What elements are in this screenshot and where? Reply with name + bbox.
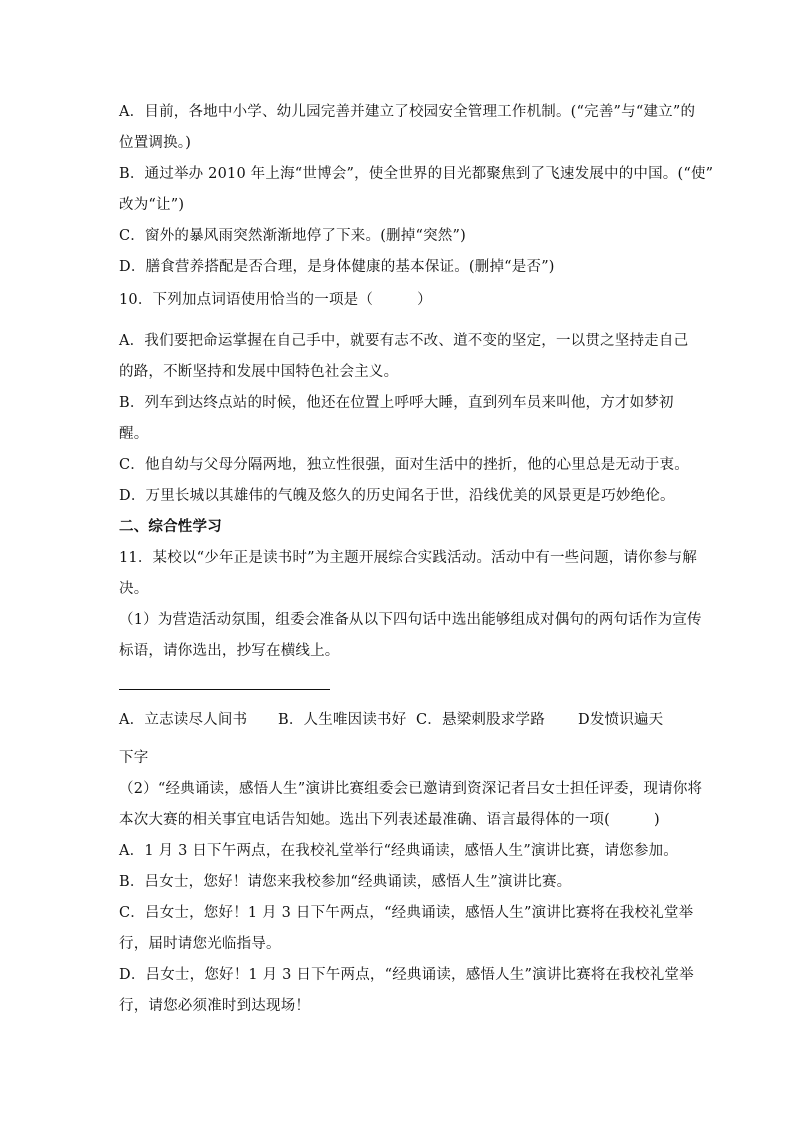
q10-option-b-line1: B．列车到达终点站的时候，他还在位置上呼呼大睡，直到列车员来叫他，方才如梦初 [119, 395, 674, 411]
q10-stem: 10．下列加点词语使用恰当的一项是（ ） [119, 292, 432, 308]
q9-option-d: D．膳食营养搭配是否合理，是身体健康的基本保证。(删掉“是否”) [119, 259, 555, 275]
q11-part1-line2: 标语，请你选出，抄写在横线上。 [119, 643, 340, 659]
q11-part2-option-c-line2: 行，届时请您光临指导。 [119, 936, 281, 952]
q11-part2-option-a: A．1 月 3 日下午两点，在我校礼堂举行“经典诵读，感悟人生”演讲比赛，请您参加。 [119, 843, 678, 859]
q11-part2-option-b: B．吕女士，您好！请您来我校参加“经典诵读，感悟人生”演讲比赛。 [119, 874, 572, 890]
q10-option-c: C．他自幼与父母分隔两地，独立性很强，面对生活中的挫折，他的心里总是无动于衷。 [119, 457, 689, 473]
q11-part2-line1: （2）“经典诵读，感悟人生”演讲比赛组委会已邀请到资深记者吕女士担任评委，现请你将 [119, 781, 703, 797]
q11-part2-option-c-line1: C．吕女士，您好！1 月 3 日下午两点，“经典诵读，感悟人生”演讲比赛将在我校礼堂举 [119, 905, 694, 921]
q11-part2-option-d-line2: 行，请您必须准时到达现场！ [119, 998, 311, 1014]
q9-option-a-line2: 位置调换。) [119, 135, 192, 151]
answer-blank-line [119, 689, 330, 690]
q11-part2-option-d-line1: D．吕女士，您好！1 月 3 日下午两点，“经典诵读，感悟人生”演讲比赛将在我校礼堂举 [119, 967, 694, 983]
q10-option-b-line2: 醒。 [119, 426, 149, 442]
q11-stem-line2: 决。 [119, 581, 149, 597]
q11-part1-option-d-cont: 下字 [119, 750, 149, 766]
q10-option-d: D．万里长城以其雄伟的气魄及悠久的历史闻名于世，沿线优美的风景更是巧妙绝伦。 [119, 488, 675, 504]
q10-option-a-line2: 的路，不断坚持和发展中国特色社会主义。 [119, 364, 399, 380]
q9-option-b-line2: 改为“让”) [119, 197, 185, 213]
q11-part1-option-b: B．人生唯因读书好 [278, 712, 407, 728]
q11-part1-option-c: C．悬梁刺股求学路 [416, 712, 545, 728]
q9-option-a-line1: A．目前，各地中小学、幼儿园完善并建立了校园安全管理工作机制。(“完善”与“建立”的 [119, 104, 696, 120]
q9-option-b-line1: B．通过举办 2010 年上海“世博会”，使全世界的目光都聚焦到了飞速发展中的中国。(“使” [119, 166, 714, 182]
q10-option-a-line1: A．我们要把命运掌握在自己手中，就要有志不改、道不变的坚定，一以贯之坚持走自己 [119, 333, 689, 349]
q11-part2-line2: 本次大赛的相关事宜电话告知她。选出下列表述最准确、语言最得体的一项( ) [119, 812, 660, 828]
section-heading: 二、综合性学习 [119, 518, 222, 535]
q11-part1-options [119, 710, 679, 730]
q11-part1-option-d: D发愤识遍天 [578, 712, 664, 728]
q11-part1-option-a: A．立志读尽人间书 [119, 712, 248, 728]
q11-part1-line1: （1）为营造活动氛围，组委会准备从以下四句话中选出能够组成对偶句的两句话作为宣传 [119, 612, 702, 628]
q9-option-c: C．窗外的暴风雨突然渐渐地停了下来。(删掉“突然”) [119, 228, 466, 244]
q11-stem-line1: 11．某校以“少年正是读书时”为主题开展综合实践活动。活动中有一些问题，请你参与解 [119, 550, 697, 566]
